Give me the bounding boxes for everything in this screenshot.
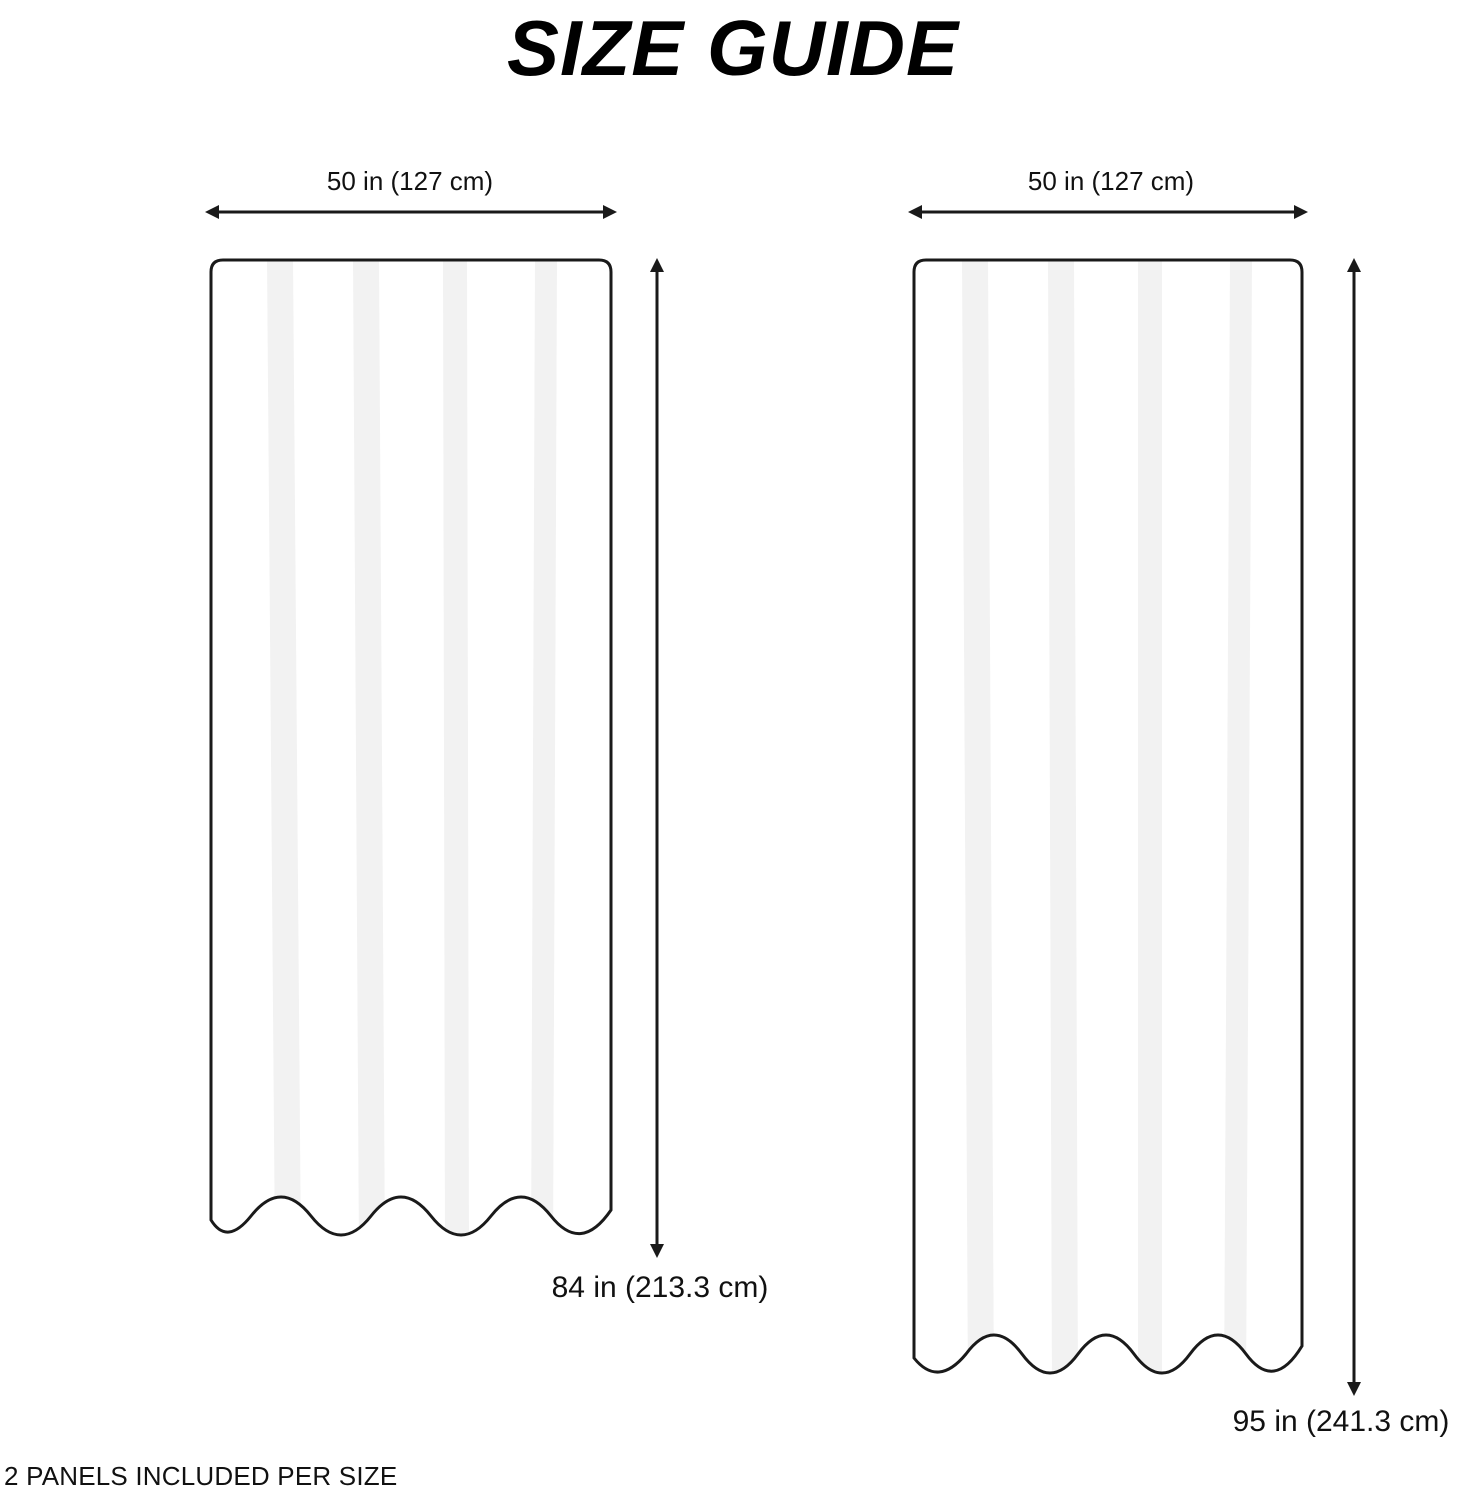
right-width-label: 50 in (127 cm) — [1027, 166, 1195, 196]
panels-included-note: 2 PANELS INCLUDED PER SIZE — [4, 1461, 398, 1491]
right-width-arrow — [908, 198, 1308, 226]
page-title: SIZE GUIDE — [506, 4, 960, 92]
right-curtain-panel — [908, 258, 1308, 1396]
left-width-arrow — [205, 198, 617, 226]
left-curtain-panel — [205, 258, 617, 1258]
left-height-label: 84 in (213.3 cm) — [551, 1271, 769, 1304]
left-height-arrow — [643, 258, 671, 1258]
right-height-label: 95 in (241.3 cm) — [1232, 1405, 1450, 1438]
left-width-label: 50 in (127 cm) — [326, 166, 494, 196]
right-height-arrow — [1340, 258, 1368, 1396]
